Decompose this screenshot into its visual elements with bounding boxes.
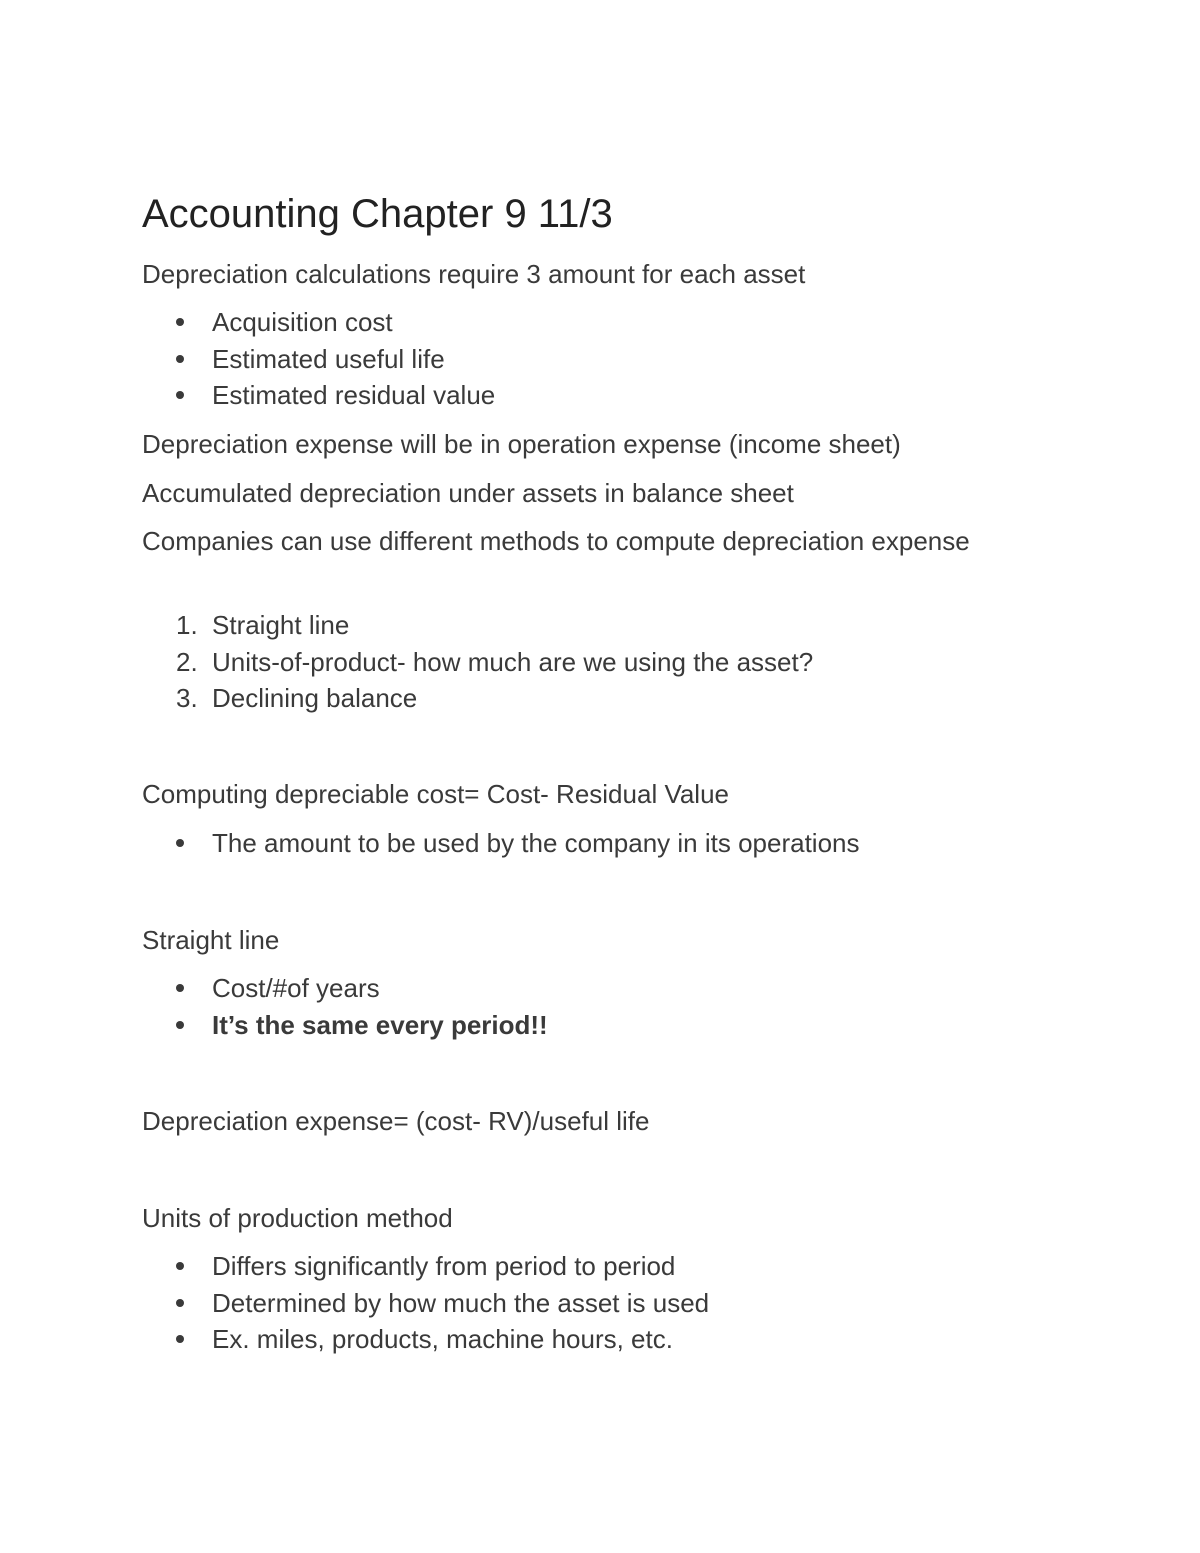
list-item-emphasis: It’s the same every period!! bbox=[212, 1010, 548, 1040]
page-title: Accounting Chapter 9 11/3 bbox=[142, 192, 613, 236]
bullet-icon bbox=[176, 391, 184, 399]
bullet-icon bbox=[176, 1262, 184, 1270]
list-item: Estimated useful life bbox=[212, 344, 445, 374]
list-item: Differs significantly from period to period bbox=[212, 1251, 676, 1281]
formula-text: Depreciation expense= (cost- RV)/useful life bbox=[142, 1106, 650, 1136]
list-item: Acquisition cost bbox=[212, 307, 393, 337]
bullet-icon bbox=[176, 1335, 184, 1343]
bullet-icon bbox=[176, 1299, 184, 1307]
list-item: Units-of-product- how much are we using the asset? bbox=[212, 647, 814, 677]
intro-text: Depreciation calculations require 3 amount for each asset bbox=[142, 259, 806, 289]
list-item: Estimated residual value bbox=[212, 380, 496, 410]
list-item: Cost/#of years bbox=[212, 973, 380, 1003]
list-item: Ex. miles, products, machine hours, etc. bbox=[212, 1324, 673, 1354]
list-item: The amount to be used by the company in its operations bbox=[212, 828, 860, 858]
list-item: Straight line bbox=[212, 610, 350, 640]
expense-text: Depreciation expense will be in operation expense (income sheet) bbox=[142, 429, 901, 459]
units-heading: Units of production method bbox=[142, 1203, 453, 1233]
bullet-icon bbox=[176, 355, 184, 363]
accumulated-text: Accumulated depreciation under assets in balance sheet bbox=[142, 478, 794, 508]
methods-text: Companies can use different methods to compute depreciation expense bbox=[142, 526, 970, 556]
list-number: 2. bbox=[176, 647, 198, 677]
list-item: Declining balance bbox=[212, 683, 418, 713]
depreciable-cost-text: Computing depreciable cost= Cost- Residual Value bbox=[142, 779, 730, 809]
list-number: 1. bbox=[176, 610, 198, 640]
bullet-icon bbox=[176, 839, 184, 847]
straight-line-heading: Straight line bbox=[142, 925, 280, 955]
list-item: Determined by how much the asset is used bbox=[212, 1288, 710, 1318]
bullet-icon bbox=[176, 984, 184, 992]
list-number: 3. bbox=[176, 683, 198, 713]
bullet-icon bbox=[176, 1021, 184, 1029]
bullet-icon bbox=[176, 318, 184, 326]
